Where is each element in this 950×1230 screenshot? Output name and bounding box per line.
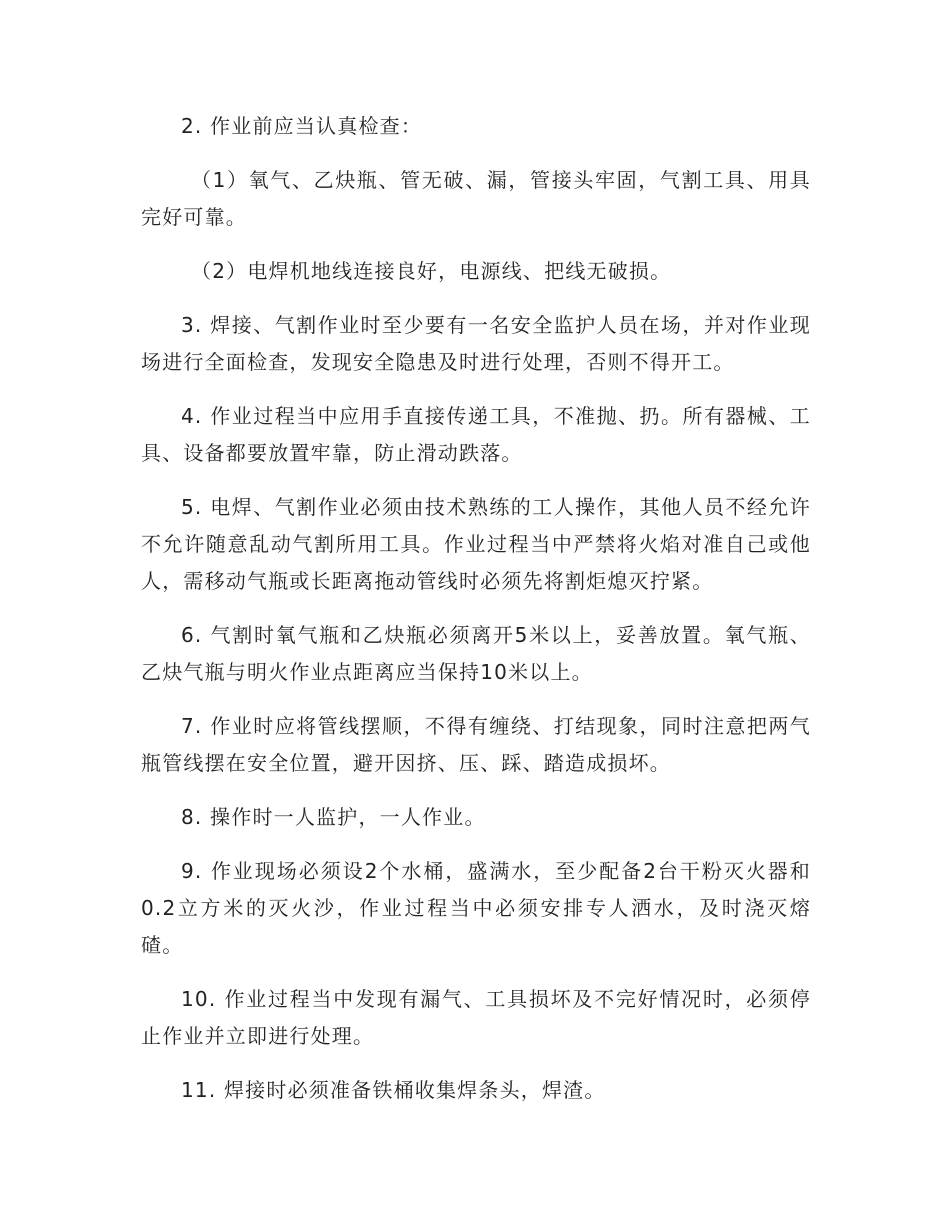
paragraph-9: 9. 作业现场必须设2个水桶，盛满水，至少配备2台干粉灭火器和0.2立方米的灭火沙，作业过程当中必须安排专人洒水，及时浇灭熔碴。: [141, 859, 811, 957]
document-body: [141, 108, 811, 1126]
paragraph-10: 10. 作业过程当中发现有漏气、工具损坏及不完好情况时，必须停止作业并立即进行处理。: [141, 987, 811, 1048]
paragraph-11: 11. 焊接时必须准备铁桶收集焊条头，焊渣。: [181, 1078, 606, 1102]
paragraph-5: 5. 电焊、气割作业必须由技术熟练的工人操作，其他人员不经允许不允许随意乱动气割所用工具。作业过程当中严禁将火焰对准自己或他人，需移动气瓶或长距离拖动管线时必须先将割炬熄灭拧紧。: [141, 495, 811, 593]
paragraph-4: 4. 作业过程当中应用手直接传递工具，不准抛、扔。所有器械、工具、设备都要放置牢靠，防止滑动跌落。: [141, 404, 811, 465]
paragraph-6: 6. 气割时氧气瓶和乙炔瓶必须离开5米以上，妥善放置。氧气瓶、乙炔气瓶与明火作业点距离应当保持10米以上。: [141, 623, 811, 684]
paragraph-8: 8. 操作时一人监护，一人作业。: [181, 805, 486, 829]
paragraph-7: 7. 作业时应将管线摆顺，不得有缠绕、打结现象，同时注意把两气瓶管线摆在安全位置，避开因挤、压、踩、踏造成损坏。: [141, 714, 811, 775]
paragraph-2: 2. 作业前应当认真检查：: [181, 114, 423, 138]
paragraph-2-1: （1）氧气、乙炔瓶、管无破、漏，管接头牢固，气割工具、用具完好可靠。: [141, 168, 811, 229]
paragraph-2-2: （2）电焊机地线连接良好，电源线、把线无破损。: [191, 259, 672, 283]
paragraph-3: 3. 焊接、气割作业时至少要有一名安全监护人员在场，并对作业现场进行全面检查，发现安全隐患及时进行处理，否则不得开工。: [141, 313, 811, 374]
